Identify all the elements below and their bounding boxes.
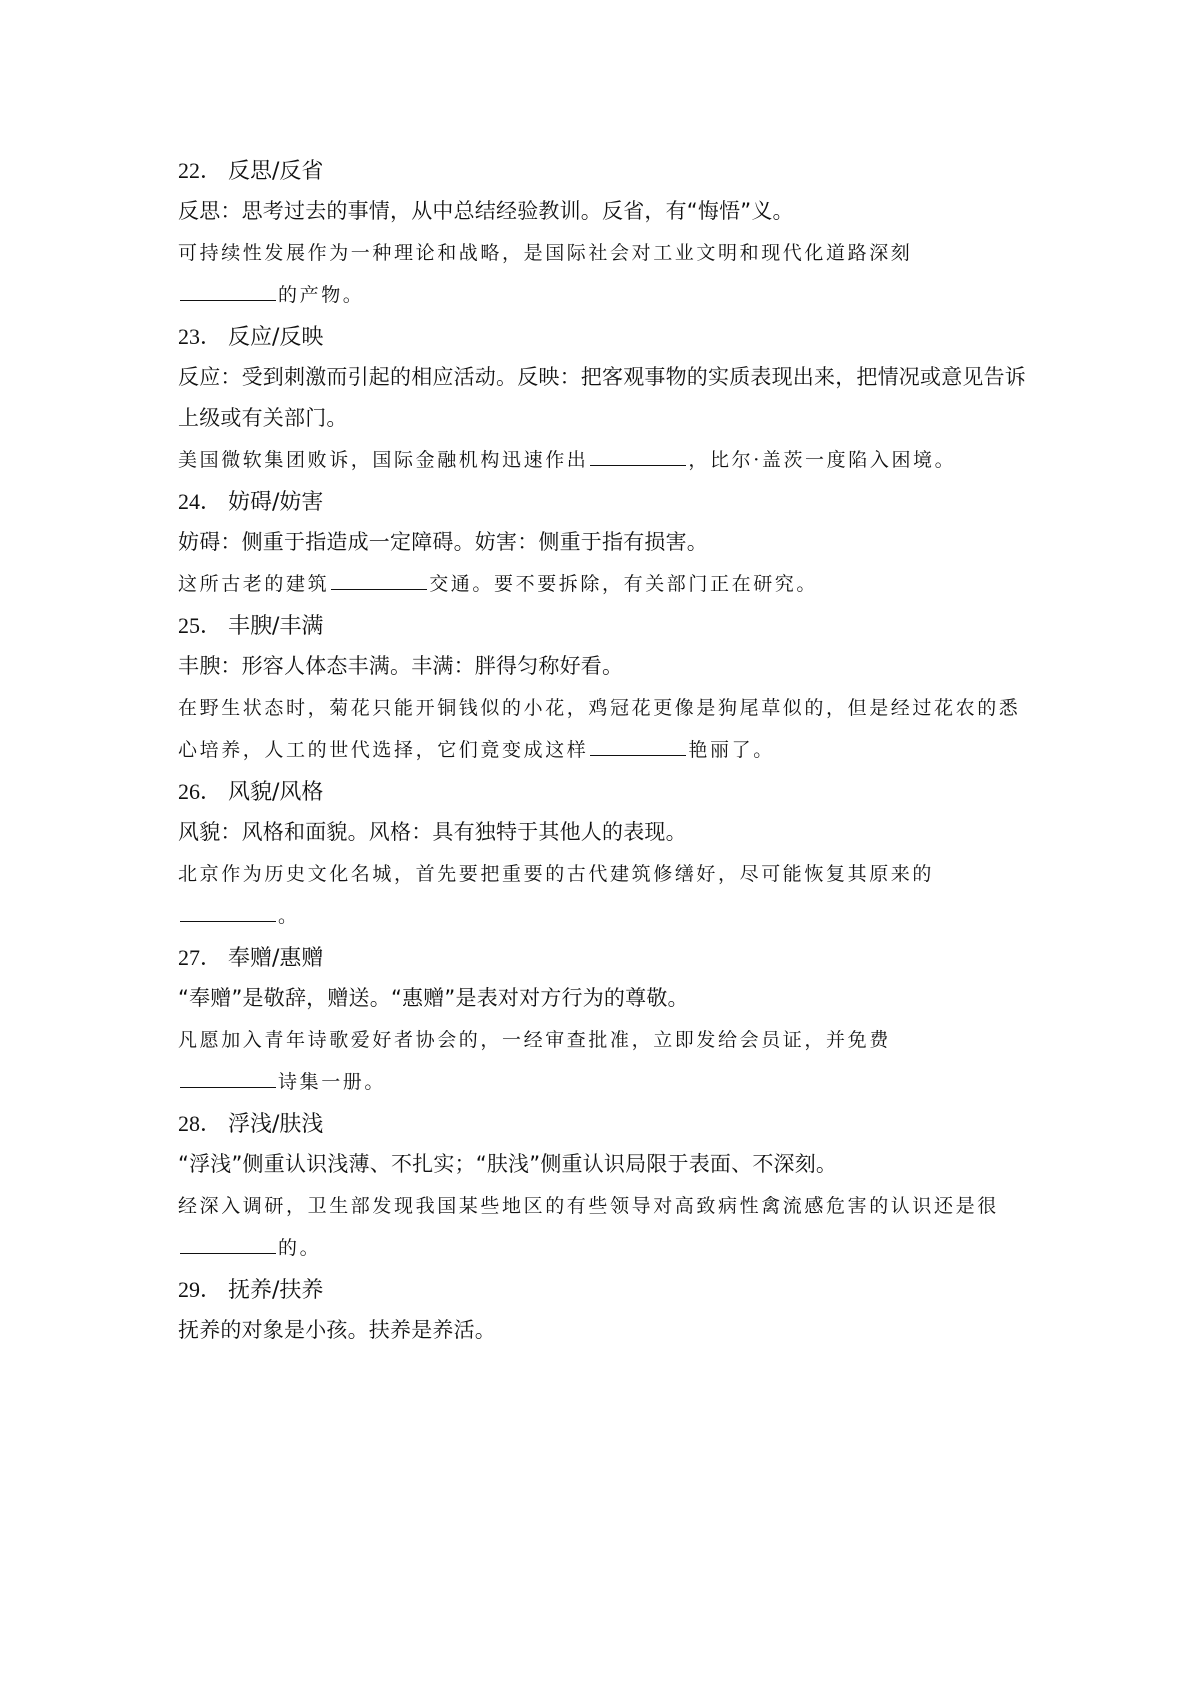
entry-explanation: 风貌：风格和面貌。风格：具有独特于其他人的表现。 xyxy=(178,820,687,844)
entry-example xyxy=(178,853,1038,937)
entry-example xyxy=(178,1019,1038,1103)
entry-heading xyxy=(178,1269,1038,1310)
entry-title: 反应/反映 xyxy=(228,325,324,350)
fill-blank xyxy=(180,903,276,922)
entry-heading xyxy=(178,150,1038,191)
entry-title: 丰腴/丰满 xyxy=(228,614,324,639)
entry-title: 风貌/风格 xyxy=(228,780,324,805)
entry-27 xyxy=(178,937,1038,1103)
entry-number: 24． xyxy=(178,489,223,514)
example-text-after: 交通。要不要拆除，有关部门正在研究。 xyxy=(429,573,819,595)
entry-number: 28． xyxy=(178,1111,223,1136)
entry-explanation: 抚养的对象是小孩。扶养是养活。 xyxy=(178,1318,496,1342)
entry-heading xyxy=(178,937,1038,978)
fill-blank xyxy=(331,571,427,590)
entry-explanation: “浮浅”侧重认识浅薄、不扎实；“肤浅”侧重认识局限于表面、不深刻。 xyxy=(178,1152,838,1176)
entry-25 xyxy=(178,605,1038,771)
entry-number: 27． xyxy=(178,945,223,970)
example-text-after: 。 xyxy=(278,905,300,927)
entry-example xyxy=(178,439,1038,481)
example-text-before: 北京作为历史文化名城，首先要把重要的古代建筑修缮好，尽可能恢复其原来的 xyxy=(178,863,935,885)
entry-example xyxy=(178,687,1038,771)
entry-explanation: 妨碍：侧重于指造成一定障碍。妨害：侧重于指有损害。 xyxy=(178,530,708,554)
entry-28 xyxy=(178,1103,1038,1269)
entry-24 xyxy=(178,481,1038,605)
entry-explanation: 丰腴：形容人体态丰满。丰满：胖得匀称好看。 xyxy=(178,654,624,678)
example-text-after: ，比尔·盖茨一度陷入困境。 xyxy=(688,449,957,471)
example-text-before: 经深入调研，卫生部发现我国某些地区的有些领导对高致病性禽流感危害的认识还是很 xyxy=(178,1195,999,1217)
example-text-after: 诗集一册。 xyxy=(278,1071,387,1093)
entry-title: 妨碍/妨害 xyxy=(228,490,324,515)
entry-number: 23． xyxy=(178,324,223,349)
entry-number: 25． xyxy=(178,613,223,638)
entry-explanation: “奉赠”是敬辞，赠送。“惠赠”是表对对方行为的尊敬。 xyxy=(178,986,689,1010)
entry-heading xyxy=(178,605,1038,646)
entry-22 xyxy=(178,150,1038,316)
entry-title: 奉赠/惠赠 xyxy=(228,946,324,971)
entry-heading xyxy=(178,481,1038,522)
entry-example xyxy=(178,232,1038,316)
entry-heading xyxy=(178,771,1038,812)
fill-blank xyxy=(180,1069,276,1088)
entry-title: 浮浅/肤浅 xyxy=(228,1112,324,1137)
entry-29 xyxy=(178,1269,1038,1351)
entry-heading xyxy=(178,316,1038,357)
fill-blank xyxy=(590,737,686,756)
example-text-before: 美国微软集团败诉，国际金融机构迅速作出 xyxy=(178,449,589,471)
entry-26 xyxy=(178,771,1038,937)
entry-23 xyxy=(178,316,1038,481)
entry-number: 29． xyxy=(178,1277,223,1302)
document-page xyxy=(178,150,1038,1351)
fill-blank xyxy=(180,282,276,301)
fill-blank xyxy=(180,1235,276,1254)
entry-number: 22． xyxy=(178,158,223,183)
example-text-after: 的。 xyxy=(278,1237,322,1259)
entry-title: 抚养/扶养 xyxy=(228,1278,324,1303)
entry-example xyxy=(178,1185,1038,1269)
example-text-after: 艳丽了。 xyxy=(688,739,775,761)
example-text-before: 这所古老的建筑 xyxy=(178,573,330,595)
entry-title: 反思/反省 xyxy=(228,159,324,184)
example-text-before: 可持续性发展作为一种理论和战略，是国际社会对工业文明和现代化道路深刻 xyxy=(178,242,913,264)
example-text-before: 在野生状态时，菊花只能开铜钱似的小花，鸡冠花更像是狗尾草似的，但是经过花农的悉心培养，人工的世代选择，它们竟变成这样 xyxy=(178,697,1021,761)
entry-explanation: 反思：思考过去的事情，从中总结经验教训。反省，有“悔悟”义。 xyxy=(178,199,794,223)
fill-blank xyxy=(590,447,686,466)
entry-example xyxy=(178,563,1038,605)
entry-explanation: 反应：受到刺激而引起的相应活动。反映：把客观事物的实质表现出来，把情况或意见告诉上级或有关部门。 xyxy=(178,365,1026,430)
entry-number: 26． xyxy=(178,779,223,804)
example-text-before: 凡愿加入青年诗歌爱好者协会的，一经审查批准，立即发给会员证，并免费 xyxy=(178,1029,891,1051)
example-text-after: 的产物。 xyxy=(278,284,365,306)
entry-heading xyxy=(178,1103,1038,1144)
